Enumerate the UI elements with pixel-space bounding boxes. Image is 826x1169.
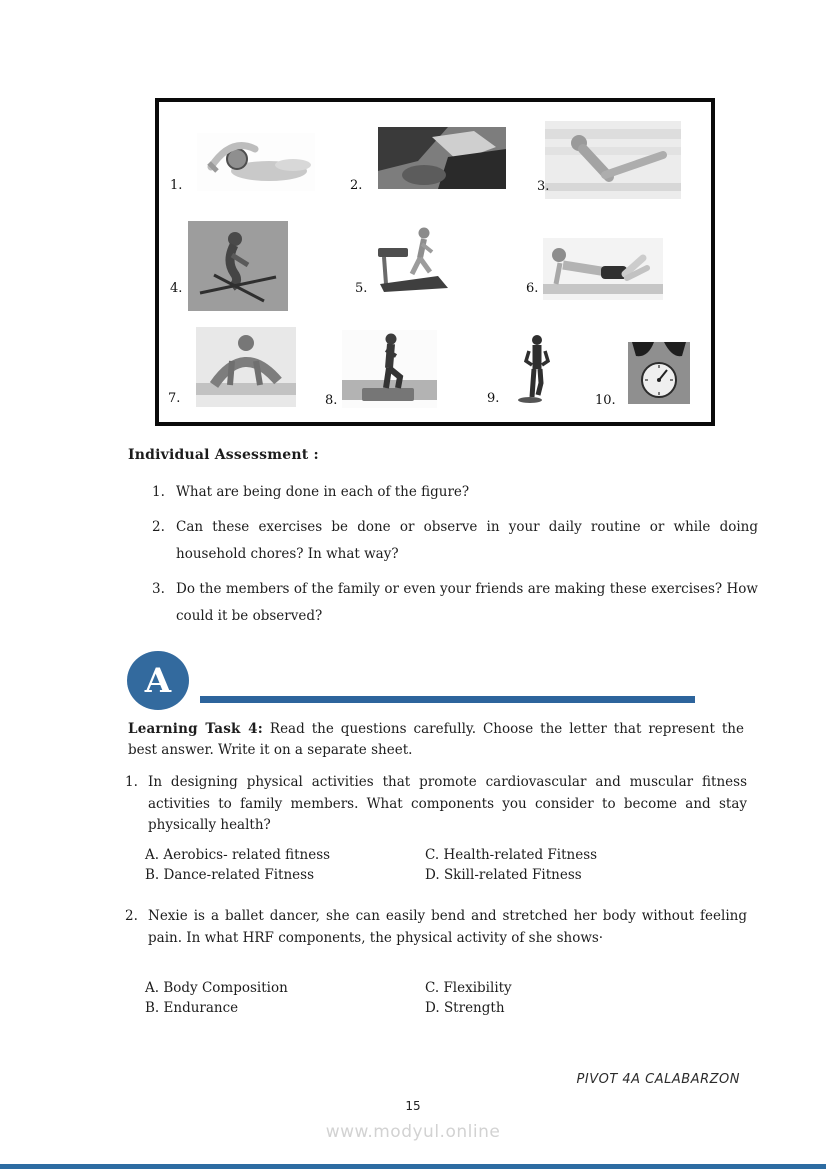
option-b bbox=[145, 865, 425, 885]
option-letter: C. bbox=[425, 980, 440, 996]
figure-number-9: 9. bbox=[487, 391, 500, 406]
figure-number-7: 7. bbox=[168, 391, 181, 406]
individual-assessment-heading: Individual Assessment : bbox=[128, 447, 319, 463]
v-sit-photo bbox=[545, 121, 681, 199]
option-text: Flexibility bbox=[443, 980, 512, 996]
question-number: 1. bbox=[125, 774, 138, 790]
step-up-photo bbox=[342, 330, 437, 408]
assessment-question-2 bbox=[152, 514, 758, 568]
assessment-question-3 bbox=[152, 576, 758, 630]
assessment-question-1 bbox=[152, 479, 758, 506]
figure-number-8: 8. bbox=[325, 393, 338, 408]
option-a bbox=[145, 845, 425, 865]
option-text: Aerobics- related fitness bbox=[163, 847, 331, 863]
option-text: Skill-related Fitness bbox=[443, 867, 582, 883]
figure-number-3: 3. bbox=[537, 179, 550, 194]
option-letter: B. bbox=[145, 1000, 160, 1016]
figure-number-2: 2. bbox=[350, 178, 363, 193]
option-c bbox=[425, 978, 705, 998]
knee-pushup-illustration bbox=[543, 238, 663, 300]
question-text: What are being done in each of the figure? bbox=[176, 484, 470, 500]
option-letter: A. bbox=[145, 980, 160, 996]
quiz-question-1-options bbox=[145, 845, 705, 885]
side-stretch-photo bbox=[197, 133, 315, 191]
option-text: Dance-related Fitness bbox=[163, 867, 314, 883]
question-text: Nexie is a ballet dancer, she can easily bend and stretched her body without feeling pain. In what HRF components, the physical activity of she shows· bbox=[148, 908, 747, 946]
situp-closeup-photo bbox=[378, 127, 506, 189]
option-letter: A. bbox=[145, 847, 160, 863]
option-b bbox=[145, 998, 425, 1018]
bottom-accent-bar bbox=[0, 1164, 826, 1169]
footer-brand: PIVOT 4A CALABARZON bbox=[576, 1072, 740, 1087]
option-d bbox=[425, 865, 705, 885]
option-text: Strength bbox=[443, 1000, 505, 1016]
situp-closeup-illustration bbox=[378, 127, 506, 189]
option-text: Body Composition bbox=[163, 980, 288, 996]
option-a bbox=[145, 978, 425, 998]
side-stretch-illustration bbox=[197, 133, 315, 191]
question-number: 1. bbox=[152, 484, 165, 500]
figure-number-10: 10. bbox=[595, 393, 616, 408]
learning-task-label: Learning Task 4: bbox=[128, 721, 263, 737]
standing-balance-illustration bbox=[514, 333, 560, 406]
option-d bbox=[425, 998, 705, 1018]
option-text: Health-related Fitness bbox=[443, 847, 598, 863]
quiz-question-2 bbox=[125, 906, 747, 949]
question-number: 3. bbox=[152, 581, 165, 597]
sprint-start-photo bbox=[196, 327, 296, 407]
weighing-scale-photo bbox=[628, 342, 690, 404]
option-letter: C. bbox=[425, 847, 440, 863]
option-c bbox=[425, 845, 705, 865]
section-a-badge bbox=[127, 651, 189, 710]
treadmill-illustration bbox=[372, 222, 464, 297]
quiz-question-2-options bbox=[145, 978, 705, 1018]
hurdle-jump-photo bbox=[188, 221, 288, 311]
option-letter: D. bbox=[425, 1000, 440, 1016]
figure-number-1: 1. bbox=[170, 178, 183, 193]
question-text: Can these exercises be done or observe in your daily routine or while doing household chores? In what way? bbox=[176, 519, 758, 562]
individual-assessment-list bbox=[152, 479, 758, 638]
question-number: 2. bbox=[152, 519, 165, 535]
quiz-question-1 bbox=[125, 772, 747, 837]
option-text: Endurance bbox=[163, 1000, 239, 1016]
question-text: In designing physical activities that promote cardiovascular and muscular fitness activities to family members. What components you consider to become and stay physically health? bbox=[148, 774, 747, 833]
section-divider-rule bbox=[200, 696, 695, 703]
question-number: 2. bbox=[125, 908, 138, 924]
learning-task-text: Read the questions carefully. Choose the letter that represent the best answer. Write it on a separate sheet. bbox=[128, 721, 744, 758]
weighing-scale-illustration bbox=[628, 342, 690, 404]
figure-number-6: 6. bbox=[526, 281, 539, 296]
section-a-letter: A bbox=[144, 660, 172, 701]
treadmill-photo bbox=[372, 222, 464, 297]
option-letter: B. bbox=[145, 867, 160, 883]
standing-balance-photo bbox=[514, 333, 560, 406]
sprint-start-illustration bbox=[196, 327, 296, 407]
figure-number-4: 4. bbox=[170, 281, 183, 296]
exercise-figure-panel bbox=[155, 98, 715, 426]
knee-pushup-photo bbox=[543, 238, 663, 300]
question-text: Do the members of the family or even your friends are making these exercises? How could it be observed? bbox=[176, 581, 758, 624]
learning-task-instructions bbox=[128, 719, 744, 761]
v-sit-illustration bbox=[545, 121, 681, 199]
figure-number-5: 5. bbox=[355, 281, 368, 296]
step-up-illustration bbox=[342, 330, 437, 408]
hurdle-jump-illustration bbox=[188, 221, 288, 311]
page-number: 15 bbox=[405, 1099, 421, 1113]
watermark: www.modyul.online bbox=[325, 1122, 501, 1142]
option-letter: D. bbox=[425, 867, 440, 883]
